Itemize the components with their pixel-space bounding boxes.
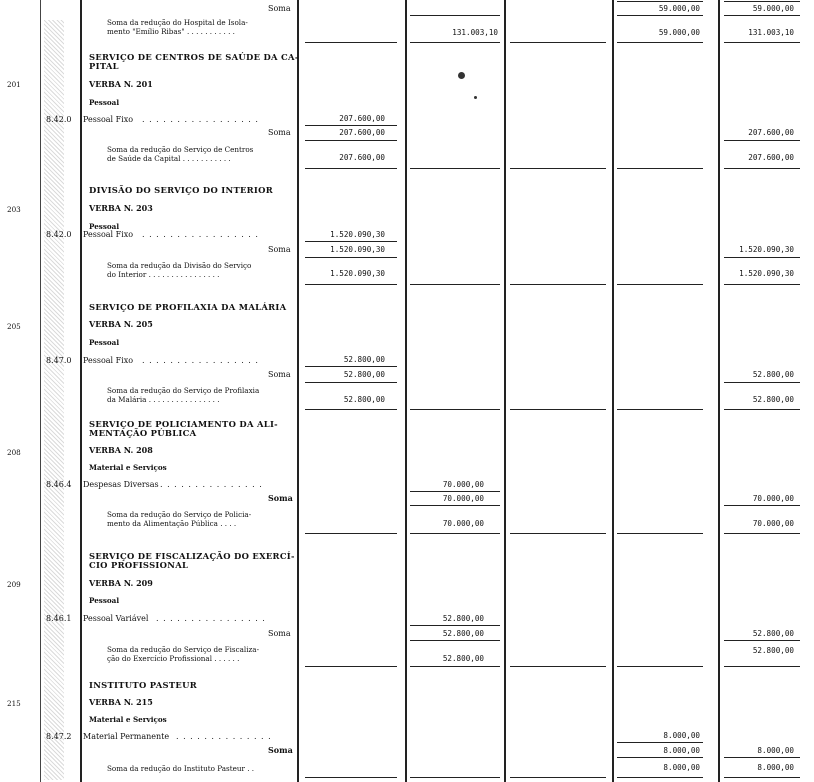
fiscalizacao-title-1: SERVIÇO DE FISCALIZAÇÃO DO EXERCÍ- [89,551,295,561]
rule [724,284,800,285]
leader-dots: . . . . . . . . . . . . . . . . . [142,356,259,365]
rule [410,409,500,410]
policiamento-verba: VERBA N. 208 [89,445,153,455]
pasteur-group: Material e Serviços [89,715,167,724]
rule [617,409,703,410]
policiamento-reducao-value: 70.000,00 [442,519,484,528]
malaria-verba: VERBA N. 205 [89,319,153,329]
leader-dots: . . . . . . . . . . . . . . . [160,480,263,489]
rule [724,382,800,383]
rule [510,284,606,285]
centros-title-2: PITAL [89,61,119,71]
interior-reducao-line1: Soma da redução da Divisão do Serviço [107,261,252,270]
rule [510,409,606,410]
centros-code: 201 [7,80,21,89]
scan-speck [458,72,465,79]
rule [724,505,800,506]
malaria-soma-right: 52.800,00 [752,370,794,379]
hospital-reducao-col5: 59.000,00 [658,28,700,37]
centros-title-1: SERVIÇO DE CENTROS DE SAÚDE DA CA- [89,52,299,62]
hospital-reducao-line1: Soma da redução do Hospital de Isola- [107,18,248,27]
rule [410,42,500,43]
rule [305,125,397,126]
rule [617,1,703,2]
rule [617,15,703,16]
rule [410,666,500,667]
pasteur-title: INSTITUTO PASTEUR [89,680,197,690]
rule [510,777,606,778]
fiscalizacao-soma-right: 52.800,00 [752,629,794,638]
malaria-reducao-right: 52.800,00 [752,395,794,404]
rule [724,1,800,2]
leader-dots: . . . . . . . . . . . . . . . . . [142,115,259,124]
pasteur-soma-right: 8.000,00 [757,746,794,755]
centros-item-value: 207.600,00 [339,114,385,123]
column-rule-2 [297,0,299,782]
rule [617,777,703,778]
centros-group: Pessoal [89,98,120,107]
fiscalizacao-reducao-value: 52.800,00 [442,654,484,663]
malaria-reducao-value: 52.800,00 [343,395,385,404]
interior-title: DIVISÃO DO SERVIÇO DO INTERIOR [89,185,274,195]
centros-item-label: Pessoal Fixo [83,115,134,124]
hospital-reducao-col3: 131.003,10 [452,28,498,37]
rule [510,666,606,667]
pasteur-reducao: Soma da redução do Instituto Pasteur . . [107,764,255,773]
fiscalizacao-item-label: Pessoal Variável [83,614,149,623]
leader-dots: . . . . . . . . . . . . . . . . . [142,230,259,239]
rule [617,666,703,667]
fiscalizacao-group: Pessoal [89,596,120,605]
rule [410,15,500,16]
malaria-group: Pessoal [89,338,120,347]
interior-soma-value: 1.520.090,30 [330,245,385,254]
centros-item-code: 8.42.0 [46,115,72,124]
interior-reducao-line2: do Interior . . . . . . . . . . . . . . . . [107,270,220,279]
malaria-soma-label: Soma [268,370,291,379]
interior-soma-right: 1.520.090,30 [739,245,794,254]
rule [724,140,800,141]
column-rule-1 [80,0,82,782]
rule [617,168,703,169]
policiamento-title-1: SERVIÇO DE POLICIAMENTO DA ALI- [89,419,278,429]
fiscalizacao-reducao-line2: ção do Exercício Profissional . . . . . . [107,654,240,663]
hospital-reducao-line2: mento "Emílio Ribas" . . . . . . . . . . . [107,27,235,36]
malaria-reducao-line1: Soma da redução do Serviço de Profilaxia [107,386,260,395]
pasteur-item-code: 8.47.2 [46,732,72,741]
malaria-reducao-line2: da Malária . . . . . . . . . . . . . . . . [107,395,220,404]
policiamento-item-value: 70.000,00 [442,480,484,489]
rule [305,42,397,43]
scan-speck [474,96,477,99]
rule [305,366,397,367]
fiscalizacao-soma-value: 52.800,00 [442,629,484,638]
pasteur-item-value: 8.000,00 [663,731,700,740]
fiscalizacao-reducao-right: 52.800,00 [752,646,794,655]
fiscalizacao-reducao-line1: Soma da redução do Serviço de Fiscaliza- [107,645,259,654]
pasteur-soma-label: Soma [268,745,293,755]
interior-verba: VERBA N. 203 [89,203,153,213]
rule [724,777,800,778]
leader-dots: . . . . . . . . . . . . . . [176,732,272,741]
rule [305,241,397,242]
centros-verba: VERBA N. 201 [89,79,153,89]
policiamento-item-code: 8.46.4 [46,480,72,489]
rule [724,533,800,534]
policiamento-soma-label: Soma [268,493,293,503]
interior-reducao-right: 1.520.090,30 [739,269,794,278]
rule [410,168,500,169]
rule [410,284,500,285]
malaria-item-value: 52.800,00 [343,355,385,364]
policiamento-title-2: MENTAÇÃO PÚBLICA [89,428,197,438]
interior-item-value: 1.520.090,30 [330,230,385,239]
pasteur-code: 215 [7,699,21,708]
malaria-code: 205 [7,322,21,331]
pasteur-reducao-value: 8.000,00 [663,763,700,772]
policiamento-code: 208 [7,448,21,457]
rule [617,284,703,285]
malaria-soma-value: 52.800,00 [343,370,385,379]
rule [410,777,500,778]
rule [724,666,800,667]
rule [617,42,703,43]
malaria-item-code: 8.47.0 [46,356,72,365]
rule [305,533,397,534]
interior-reducao-value: 1.520.090,30 [330,269,385,278]
rule [305,284,397,285]
margin-rule [40,0,41,782]
hospital-soma-col5: 59.000,00 [658,4,700,13]
centros-reducao-line1: Soma da redução do Serviço de Centros [107,145,254,154]
rule [724,15,800,16]
column-rule-3 [405,0,407,782]
hospital-reducao-col6: 131.003,10 [748,28,794,37]
leader-dots: . . . . . . . . . . . . . . . . [156,614,266,623]
rule [724,168,800,169]
policiamento-reducao-line2: mento da Alimentação Pública . . . . [107,519,237,528]
interior-soma-label: Soma [268,245,291,254]
rule [305,382,397,383]
rule [305,257,397,258]
policiamento-item-label: Despesas Diversas [83,480,159,489]
pasteur-item-label: Material Permanente [83,732,170,741]
interior-group: Pessoal [89,222,120,231]
pasteur-soma-value: 8.000,00 [663,746,700,755]
rule [305,666,397,667]
hospital-soma-col6: 59.000,00 [752,4,794,13]
rule [305,168,397,169]
fiscalizacao-soma-label: Soma [268,629,291,638]
fiscalizacao-code: 209 [7,580,21,589]
policiamento-reducao-right: 70.000,00 [752,519,794,528]
rule [617,533,703,534]
centros-reducao-right: 207.600,00 [748,153,794,162]
rule [410,640,500,641]
fiscalizacao-title-2: CIO PROFISSIONAL [89,560,189,570]
malaria-item-label: Pessoal Fixo [83,356,134,365]
malaria-title: SERVIÇO DE PROFILAXIA DA MALÁRIA [89,302,287,312]
scan-smudge [44,20,64,780]
rule [724,42,800,43]
policiamento-soma-right: 70.000,00 [752,494,794,503]
rule [410,625,500,626]
fiscalizacao-verba: VERBA N. 209 [89,578,153,588]
rule [617,742,703,743]
centros-soma-label: Soma [268,128,291,137]
centros-reducao-line2: de Saúde da Capital . . . . . . . . . . . [107,154,231,163]
pasteur-verba: VERBA N. 215 [89,697,153,707]
rule [724,757,800,758]
hospital-soma-label: Soma [268,4,291,13]
rule [510,168,606,169]
column-rule-6 [718,0,720,782]
policiamento-soma-value: 70.000,00 [442,494,484,503]
rule [410,491,500,492]
rule [305,140,397,141]
rule [305,409,397,410]
fiscalizacao-item-code: 8.46.1 [46,614,72,623]
pasteur-reducao-right: 8.000,00 [757,763,794,772]
rule [617,757,703,758]
interior-code: 203 [7,205,21,214]
rule [305,777,397,778]
rule [410,533,500,534]
policiamento-group: Material e Serviços [89,463,167,472]
centros-soma-value: 207.600,00 [339,128,385,137]
column-rule-5 [612,0,614,782]
rule [724,257,800,258]
rule [510,533,606,534]
rule [724,409,800,410]
interior-item-code: 8.42.0 [46,230,72,239]
centros-reducao-value: 207.600,00 [339,153,385,162]
fiscalizacao-item-value: 52.800,00 [442,614,484,623]
rule [410,505,500,506]
interior-item-label: Pessoal Fixo [83,230,134,239]
column-rule-4 [504,0,506,782]
centros-soma-right: 207.600,00 [748,128,794,137]
rule [724,640,800,641]
rule [510,42,606,43]
policiamento-reducao-line1: Soma da redução do Serviço de Policia- [107,510,252,519]
